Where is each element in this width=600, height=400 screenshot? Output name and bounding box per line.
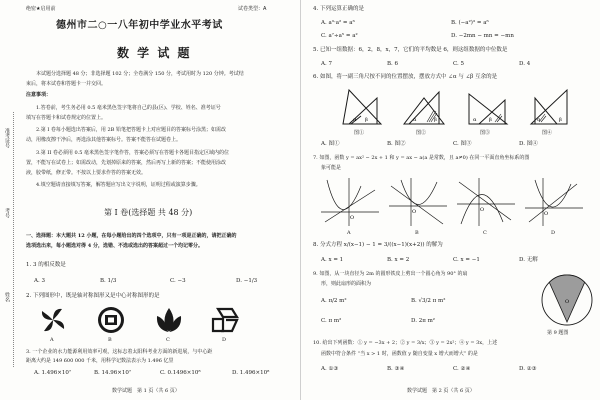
q6-label-1: 图①	[354, 130, 365, 136]
notice-line: 液，胶带纸，修正带。不按以上要求作答的答案无效。	[26, 170, 147, 176]
binding-line	[13, 112, 14, 367]
page-footer: 数学试题 第 1 页（共 6 页）	[112, 388, 180, 394]
question-9-stem: 形，则此扇形的面积为	[321, 281, 372, 287]
exam-page-2	[300, 0, 600, 400]
margin-label-name: 姓名	[4, 292, 10, 302]
notice-line: 3.第 II 卷必须用 0.5 毫米黑色签字笔作答，答案必须写在答题卡各题目指定区域内的位	[36, 150, 230, 156]
notice-title: 注意事项：	[26, 92, 52, 98]
q5-option-d: D. 4	[519, 61, 531, 67]
q3-option-b: B. 14.96×10⁷	[94, 370, 132, 376]
intro-line: 束后，将本试卷和答题卡一并交回。	[26, 81, 107, 87]
intro-line: 本试题分选择题 48 分；非选择题 102 分；全卷满分 150 分，考试用时为 120 分钟。考试结	[36, 71, 244, 77]
q10-option-b: B. ③④	[387, 366, 405, 372]
q2-figure-b	[96, 305, 126, 335]
q2-label-c: C	[166, 337, 170, 343]
q5-option-c: C. 5	[453, 61, 465, 67]
svg-text:O: O	[412, 209, 417, 215]
svg-text:O: O	[565, 299, 570, 305]
question-3-stem: 3. 一个企业的水力能源利用效率可观，这标志着太阳科考业方面的新进展，与中心距	[26, 349, 213, 355]
q7-label-d: D	[551, 230, 556, 236]
q8-option-c: C. x = −1	[453, 257, 480, 263]
q5-option-a: A. 7	[321, 61, 332, 67]
q6-label-4: 图④	[542, 130, 553, 136]
q6-figure-2	[401, 84, 447, 128]
svg-text:α: α	[537, 117, 541, 123]
svg-text:O: O	[544, 211, 549, 217]
q2-label-d: D	[222, 337, 227, 343]
q4-option-d: D. −2mn − mn = −mn	[451, 33, 514, 39]
q3-option-a: A. 1.496×10⁷	[34, 370, 72, 376]
q9-option-d: D. 2π m²	[411, 318, 435, 324]
q6-figure-3	[465, 84, 511, 128]
svg-text:β: β	[489, 117, 492, 123]
exam-title: 德州市二○一八年初中学业水平考试	[56, 20, 223, 31]
q2-label-b: B	[108, 337, 112, 343]
margin-label-id: 准考证号	[4, 128, 10, 148]
question-1-stem: 1. 3 的相反数是	[26, 262, 66, 268]
q6-label-2: 图②	[416, 130, 427, 136]
question-10-stem: 函数中符合条件 “当 x > 1 时，函数值 y 随自变量 x 增大而增大” 的是	[321, 351, 478, 357]
question-10-stem: 10. 给出下列函数：① y = −3x + 2；② y = 3/x；③ y = 2x²；④ y = 3x，上述	[313, 340, 498, 346]
q9-sector-figure	[539, 272, 595, 328]
q10-option-c: C. ②④	[453, 366, 471, 372]
q2-figure-a	[38, 305, 68, 335]
svg-text:O: O	[480, 207, 485, 213]
question-9-stem: 9. 如图，从一块直径为 2m 的圆形铁皮上剪出一个圆心角为 90° 的扇	[313, 271, 468, 277]
choice-intro: 选项选出来，每小题选对得 4 分，选错、不选或选出的答案超过一个均记零分。	[26, 243, 203, 249]
notice-line: 置，不能写在试卷上；如需改动，先划掉原来的答案，然后再写上新的答案；不能使用涂改	[26, 160, 227, 166]
q8-option-d: D. 无解	[519, 257, 538, 263]
q1-option-b: B. 1/3	[100, 278, 117, 284]
q7-graph-d	[523, 176, 585, 228]
q2-figure-c	[154, 305, 184, 335]
q8-option-b: B. x = 2	[387, 257, 410, 263]
q5-option-b: B. 6	[387, 61, 399, 67]
section-title: 第 I 卷(选择题 共 48 分)	[104, 208, 193, 217]
q3-option-c: C. 0.1496×10⁸	[160, 370, 201, 376]
q9-option-b: B. √3/2 π m²	[411, 298, 446, 304]
svg-text:O: O	[350, 215, 355, 221]
notice-line: 填写在答题卡和试卷规定的位置上。	[26, 115, 107, 121]
question-3-stem: 距离大约是 149 600 000 千米，用科学记数法表示为 1.496 亿里	[26, 358, 174, 364]
subject-title: 数 学 试 题	[117, 46, 192, 60]
q6-figure-1	[339, 84, 385, 128]
notice-line: 1.答卷前，考生务必用 0.5 毫米黑色签字笔将自己的县(区)、学校、姓名、准考证号	[36, 105, 221, 111]
q7-graph-c	[455, 176, 517, 228]
choice-intro: 一、选择题：本大题共 12 小题，在每小题给出的四个选项中，只有一项是正确的，请把正确的	[26, 233, 237, 239]
notice-line: 2.第 I 卷每小题选出答案后，用 2B 铅笔把答题卡上对应题目的答案标号涂黑；如需改	[36, 127, 226, 133]
question-6-stem: 6. 如图，将一副三角尺按不同的位置摆放，摆放方式中 ∠α 与 ∠β 互余的是	[313, 74, 498, 80]
svg-text:α: α	[473, 117, 477, 123]
margin-label-exam-no: 考号	[4, 208, 10, 218]
q2-label-a: A	[50, 337, 54, 343]
q7-graph-b	[387, 176, 449, 228]
secret-mark: 绝密★启用前	[26, 6, 56, 12]
q1-option-a: A. 3	[34, 278, 45, 284]
paper-type: 试卷类型：A	[238, 6, 267, 12]
q10-option-a: A. ①③	[321, 366, 339, 372]
q7-label-c: C	[483, 230, 487, 236]
page-footer: 数学试题 第 2 页（共 6 页）	[407, 388, 475, 394]
q6-figure-4	[527, 84, 573, 128]
svg-text:β: β	[365, 117, 368, 123]
q9-option-c: C. π m²	[321, 318, 342, 324]
question-8-stem: 8. 分式方程 x/(x−1) − 1 = 3/((x−1)(x+2)) 的解为	[313, 242, 443, 248]
svg-text:β: β	[434, 117, 437, 123]
notice-line: 动，用橡皮擦干净后，再选涂其他答案标号。答案不能答在试题卷上。	[26, 137, 182, 143]
q6-option-c: C. 图③	[453, 141, 472, 147]
q4-option-c: C. a⁷÷a⁵ = a²	[321, 33, 358, 39]
question-4-stem: 4. 下列运算正确的是	[313, 6, 364, 12]
q6-option-a: A. 图①	[321, 141, 340, 147]
q7-label-b: B	[415, 230, 419, 236]
question-7-stem: 象可能是	[321, 165, 342, 171]
q6-option-d: D. 图④	[519, 141, 538, 147]
q9-figure-caption: 第 9 题图	[547, 330, 569, 336]
question-5-stem: 5. 已知一组数据：6，2，8，x，7，它们的平均数是 6，则这组数据的中位数是	[313, 47, 508, 53]
q1-option-d: D. −1/3	[236, 278, 258, 284]
q4-option-b: B. (−a²)³ = a⁶	[451, 20, 489, 26]
svg-text:β: β	[559, 117, 562, 123]
svg-text:α: α	[413, 117, 417, 123]
q10-option-d: D. ②③	[519, 366, 537, 372]
q6-label-3: 图③	[480, 130, 491, 136]
q7-label-a: A	[347, 230, 351, 236]
q4-option-a: A. a³·a² = a⁶	[321, 20, 355, 26]
svg-text:α: α	[353, 117, 357, 123]
q1-option-c: C. −3	[170, 278, 186, 284]
question-2-stem: 2. 下列图形中，既是轴对称图形又是中心对称图形的是	[26, 293, 160, 299]
q9-option-a: A. π/2 m²	[321, 298, 347, 304]
q2-figure-d	[210, 305, 240, 335]
q6-option-b: B. 图②	[387, 141, 406, 147]
question-7-stem: 7. 如图，函数 y = ax² − 2x + 1 和 y = ax − a(a 是常数，且 a≠0) 在同一平面直角坐标系的图	[313, 155, 530, 161]
q8-option-a: A. x = 1	[321, 257, 344, 263]
q7-graph-a	[319, 176, 381, 228]
notice-line: 4.填空题请直接填写答案，解答题应写出文字说明，证明过程或演算步骤。	[36, 182, 201, 188]
q3-option-d: D. 1.496×10⁸	[232, 370, 270, 376]
